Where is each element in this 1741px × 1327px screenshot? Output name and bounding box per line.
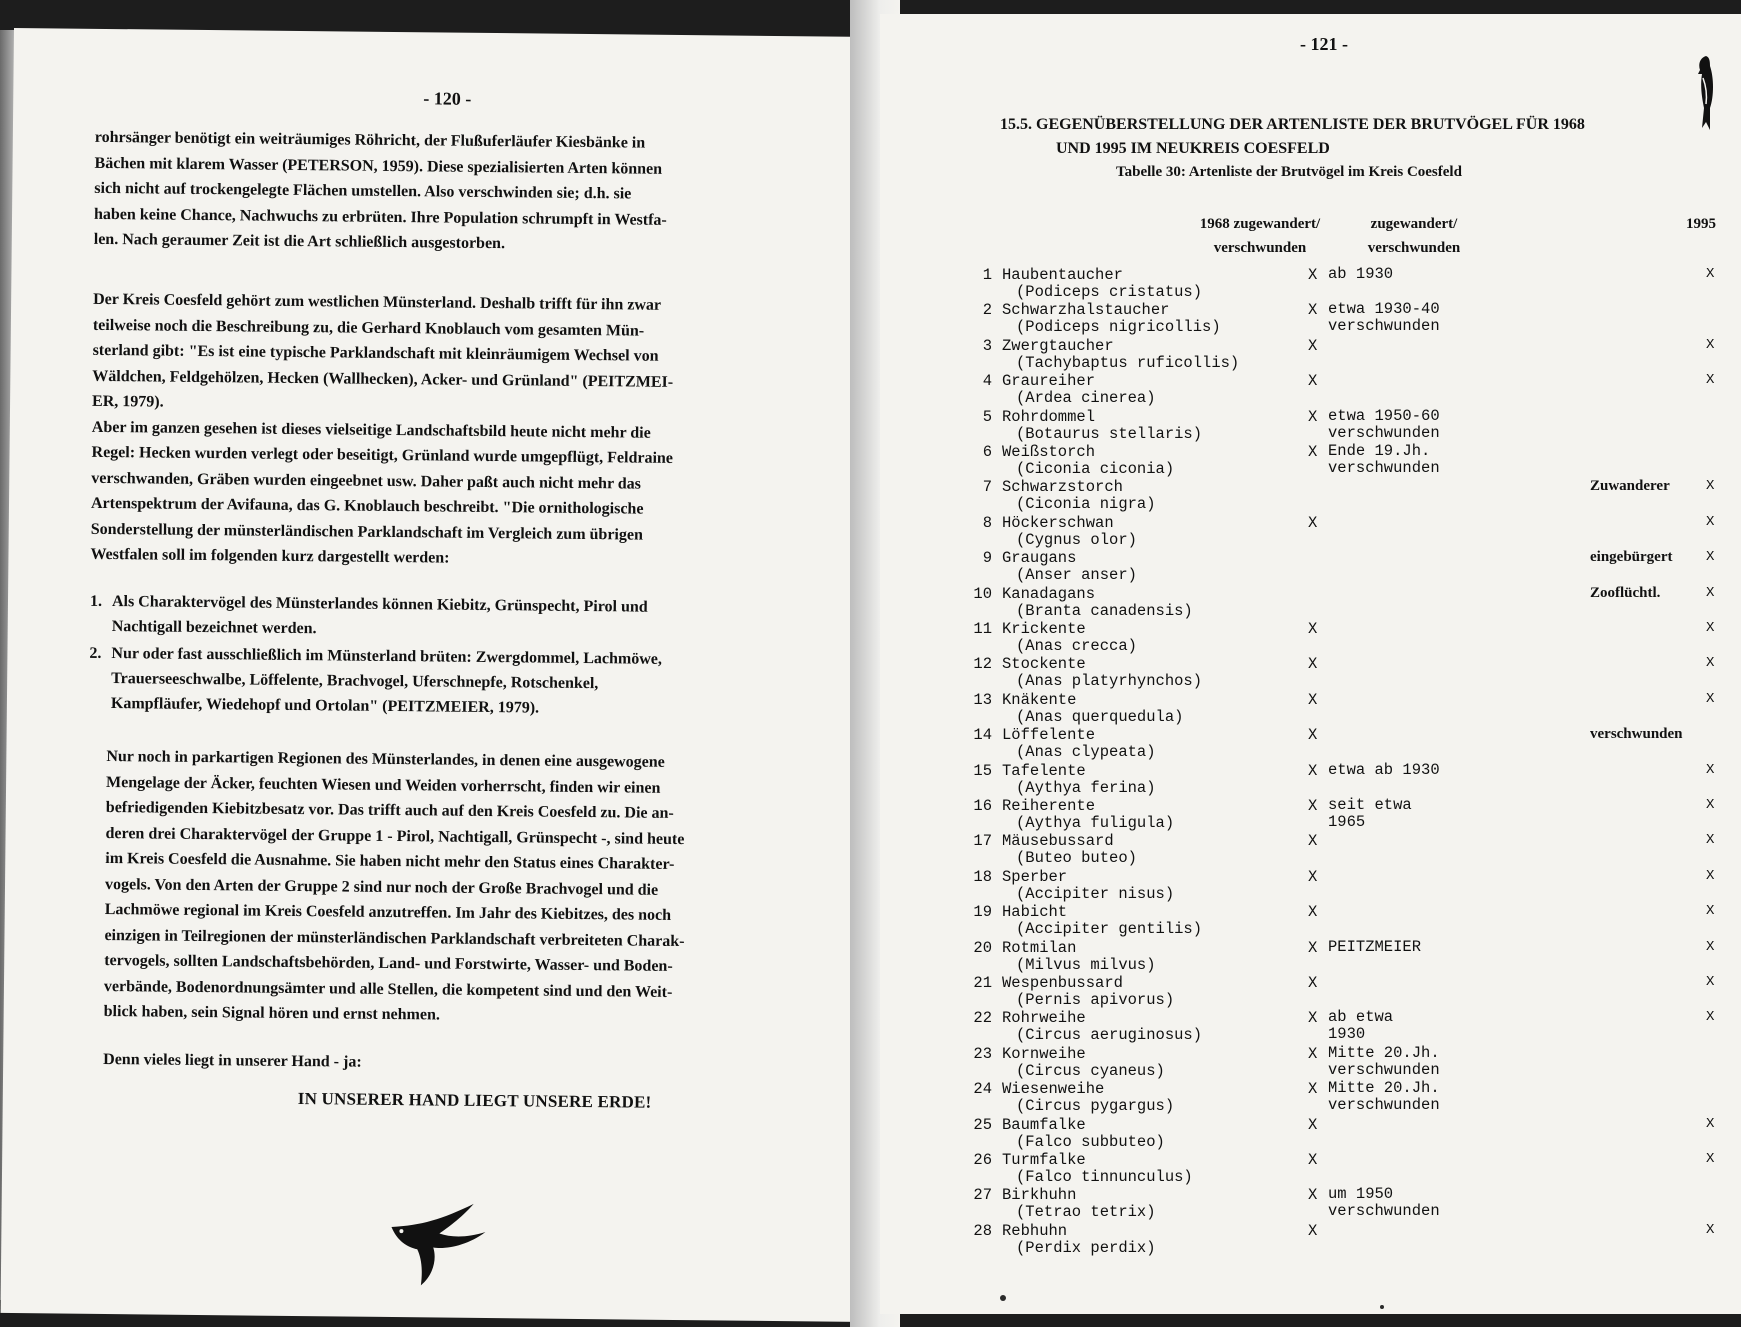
note-1968: etwa ab 1930 <box>1328 760 1440 779</box>
row-number: 19 <box>973 903 992 922</box>
species-name: Sperber <box>1002 867 1068 886</box>
latin-name: (Cygnus olor) <box>1016 530 1137 549</box>
note-1968: Mitte 20.Jh. verschwunden <box>1328 1079 1440 1115</box>
latin-name: (Podiceps cristatus) <box>1016 283 1203 301</box>
text-line: befriedigenden Kiebitzbesatz vor. Das trifft auch auf den Kreis Coesfeld zu. Die an- <box>105 799 674 822</box>
mark-1968: X <box>1308 1044 1318 1063</box>
section-heading-line2: UND 1995 IM NEUKREIS COESFELD <box>1056 140 1330 157</box>
table-row <box>880 726 1741 761</box>
row-number: 28 <box>973 1221 992 1240</box>
row-number: 1 <box>982 266 992 284</box>
latin-name: (Podiceps nigricollis) <box>1016 318 1221 337</box>
mark-1995: X <box>1706 690 1715 707</box>
paragraph-2 <box>90 287 765 575</box>
text-line: Nachtigall bezeichnet werden. <box>111 618 317 638</box>
species-name: Mäusebussard <box>1002 832 1114 851</box>
row-number: 26 <box>973 1151 992 1169</box>
mark-1995: X <box>1706 336 1715 353</box>
species-name: Haubentaucher <box>1002 266 1123 284</box>
column-header-zugewandert <box>1354 212 1474 260</box>
row-number: 23 <box>973 1044 992 1063</box>
row-number: 27 <box>973 1186 992 1205</box>
species-name: Baumfalke <box>1002 1115 1086 1134</box>
mark-1995: X <box>1706 1009 1715 1026</box>
text-line: Kampfläufer, Wiedehopf und Ortolan" (PEITZMEIER, 1979). <box>110 695 540 717</box>
note-zugewandert: verschwunden <box>1590 726 1683 743</box>
closing-line: Denn vieles liegt in unserer Hand - ja: <box>103 1050 362 1071</box>
row-number: 17 <box>973 832 992 851</box>
table-row <box>880 832 1741 867</box>
mark-1968: X <box>1308 974 1318 992</box>
row-number: 20 <box>973 938 992 957</box>
mark-1968: X <box>1308 832 1318 851</box>
table-row <box>880 1009 1741 1044</box>
table-row <box>880 337 1741 372</box>
latin-name: (Buteo buteo) <box>1016 849 1137 868</box>
note-1968: Mitte 20.Jh. verschwunden <box>1328 1043 1440 1079</box>
latin-name: (Tetrao tetrix) <box>1016 1203 1156 1222</box>
table-row <box>880 1116 1741 1151</box>
table-row <box>880 868 1741 903</box>
note-zugewandert: Zooflüchtl. <box>1590 584 1661 601</box>
species-name: Rohrweihe <box>1002 1009 1086 1028</box>
note-1968: PEITZMEIER <box>1328 937 1422 956</box>
row-number: 14 <box>973 726 992 745</box>
latin-name: (Anas clypeata) <box>1016 743 1156 762</box>
table-row <box>880 797 1741 832</box>
species-name: Birkhuhn <box>1002 1186 1077 1205</box>
latin-name: (Pernis apivorus) <box>1016 991 1175 1009</box>
text-line: Nur oder fast ausschließlich im Münsterland brüten: Zwergdommel, Lachmöwe, <box>111 645 663 668</box>
species-name: Rotmilan <box>1002 938 1077 957</box>
text-line: sich nicht auf trockengelegte Flächen umstellen. Also verschwinden sie; d.h. sie <box>94 179 632 203</box>
page-number: - 120 - <box>423 88 472 109</box>
note-zugewandert: Zuwanderer <box>1590 478 1670 495</box>
mark-1995: X <box>1706 655 1715 672</box>
table-row <box>880 762 1741 797</box>
text-line: vogels. Von den Arten der Gruppe 2 sind nur noch der Große Brachvogel und die <box>104 875 659 899</box>
text-line: Mengelage der Äcker, feuchten Wiesen und Weiden vorherrscht, finden wir einen <box>106 773 661 797</box>
latin-name: (Perdix perdix) <box>1016 1238 1156 1257</box>
mark-1995: X <box>1706 938 1715 955</box>
row-number: 8 <box>982 513 992 532</box>
table-caption: Tabelle 30: Artenliste der Brutvögel im Kreis Coesfeld <box>1116 164 1462 180</box>
latin-name: (Aythya ferina) <box>1016 778 1156 797</box>
text-line: Lachmöwe regional im Kreis Coesfeld anzutreffen. Im Jahr des Kiebitzes, des noch <box>104 900 672 924</box>
note-1968: Ende 19.Jh. verschwunden <box>1328 442 1440 477</box>
row-number: 12 <box>973 655 992 674</box>
latin-name: (Ciconia nigra) <box>1016 495 1156 514</box>
species-name: Stockente <box>1002 655 1086 674</box>
list-number: 2. <box>89 644 102 662</box>
mark-1995: X <box>1706 372 1715 389</box>
mark-1968: X <box>1308 301 1318 320</box>
row-number: 10 <box>973 584 992 603</box>
column-header-1968 <box>1180 212 1340 260</box>
table-row <box>880 620 1741 655</box>
note-1968: etwa 1930-40 verschwunden <box>1328 300 1440 336</box>
table-row <box>880 549 1741 584</box>
latin-name: (Tachybaptus ruficollis) <box>1016 353 1240 372</box>
row-number: 9 <box>982 549 992 568</box>
table-row <box>880 1186 1741 1221</box>
mark-1995: X <box>1706 478 1715 495</box>
table-row <box>880 1222 1741 1257</box>
species-name: Rohrdommel <box>1002 407 1096 426</box>
mark-1995: X <box>1706 1221 1715 1238</box>
mark-1995: X <box>1706 1115 1715 1132</box>
species-name: Rebhuhn <box>1002 1221 1068 1240</box>
table-row <box>880 514 1741 549</box>
text-line: im Kreis Coesfeld die Ausnahme. Sie haben nicht mehr den Status eines Charakter- <box>105 850 675 873</box>
table-row <box>880 974 1741 1009</box>
dust-speck <box>1380 1305 1384 1309</box>
mark-1995: X <box>1706 266 1715 282</box>
text-line: Westfalen soll im folgenden kurz dargestellt werden: <box>90 545 450 567</box>
table-row <box>880 372 1741 407</box>
row-number: 25 <box>973 1115 992 1134</box>
table-row <box>880 408 1741 443</box>
latin-name: (Branta canadensis) <box>1016 601 1193 620</box>
mark-1995: X <box>1706 903 1715 920</box>
text-line: rohrsänger benötigt ein weiträumiges Röhricht, der Flußuferläufer Kiesbänke in <box>94 128 646 152</box>
mark-1968: X <box>1308 690 1318 709</box>
row-number: 3 <box>982 336 992 355</box>
species-name: Knäkente <box>1002 690 1077 709</box>
mark-1968: X <box>1308 761 1318 780</box>
species-name: Weißstorch <box>1002 443 1096 461</box>
note-1968: etwa 1950-60 verschwunden <box>1328 406 1440 442</box>
latin-name: (Ardea cinerea) <box>1016 389 1156 408</box>
latin-name: (Anas querquedula) <box>1016 707 1184 726</box>
text-line: einzigen in Teilregionen der münsterländischen Parklandschaft verbreiteten Charak- <box>104 926 685 950</box>
mark-1995: X <box>1706 1151 1715 1167</box>
row-number: 18 <box>973 867 992 886</box>
text-line: haben keine Chance, Nachwuchs zu erbrüten. Ihre Population schrumpft in Westfa- <box>93 205 667 229</box>
left-page <box>1 28 892 1322</box>
list-item <box>89 641 762 723</box>
row-number: 2 <box>982 301 992 320</box>
numbered-list <box>89 589 762 725</box>
text-line: Trauerseeschwalbe, Löffelente, Brachvogel, Uferschnepfe, Rotschenkel, <box>111 670 599 693</box>
latin-name: (Accipiter gentilis) <box>1016 920 1203 939</box>
text-line: sterland gibt: "Es ist eine typische Parklandschaft mit kleinräumigem Wechsel von <box>92 341 659 365</box>
dust-speck <box>1000 1295 1006 1301</box>
table-row <box>880 585 1741 620</box>
species-name: Schwarzhalstaucher <box>1002 301 1170 320</box>
species-name: Habicht <box>1002 903 1068 922</box>
mark-1968: X <box>1308 726 1318 745</box>
text-line: blick haben, sein Signal hören und ernst nehmen. <box>103 1002 441 1024</box>
mark-1995: X <box>1706 584 1715 601</box>
list-number: 1. <box>89 592 103 610</box>
text-line: Artenspektrum der Avifauna, das G. Knoblauch beschreibt. "Die ornithologische <box>90 494 644 518</box>
species-name: Wespenbussard <box>1002 974 1123 992</box>
table-row <box>880 443 1741 478</box>
mark-1968: X <box>1308 266 1318 284</box>
latin-name: (Falco tinnunculus) <box>1016 1168 1193 1186</box>
species-name: Schwarzstorch <box>1002 478 1123 497</box>
paragraph-1 <box>94 125 767 260</box>
mark-1968: X <box>1308 443 1318 461</box>
table-row <box>880 266 1741 301</box>
mark-1995: X <box>1706 832 1715 849</box>
latin-name: (Circus pygargus) <box>1016 1097 1175 1116</box>
paragraph-3 <box>104 744 779 1032</box>
text-line: len. Nach geraumer Zeit ist die Art schließlich ausgestorben. <box>93 230 506 253</box>
text-line: verschwanden, Gräben wurden eingeebnet usw. Daher paßt auch nicht mehr das <box>91 469 642 493</box>
note-1968: seit etwa 1965 <box>1328 796 1412 831</box>
row-number: 13 <box>973 690 992 709</box>
species-name: Wiesenweihe <box>1002 1080 1105 1099</box>
page-number: - 121 - <box>1300 34 1348 54</box>
mark-1995: X <box>1706 549 1715 566</box>
species-name: Graureiher <box>1002 372 1096 391</box>
mark-1968: X <box>1308 797 1318 815</box>
table-row <box>880 1080 1741 1115</box>
text-line: Nur noch in parkartigen Regionen des Münsterlandes, in denen eine ausgewogene <box>106 748 665 771</box>
text-line: Aber im ganzen gesehen ist dieses vielseitige Landschaftsbild heute nicht mehr die <box>91 418 651 442</box>
table-row <box>880 301 1741 336</box>
column-header-text: zugewandert/ <box>1370 216 1458 232</box>
note-zugewandert: eingebürgert <box>1590 549 1673 566</box>
row-number: 22 <box>973 1009 992 1028</box>
note-1968: ab etwa 1930 <box>1328 1008 1394 1044</box>
table-row <box>880 1151 1741 1186</box>
column-header-subtext: verschwunden <box>1367 240 1461 256</box>
species-name: Reiherente <box>1002 797 1096 815</box>
text-line: verbände, Bodenordnungsämter und alle Stellen, die kompetent sind und den Weit- <box>103 977 673 1001</box>
latin-name: (Falco subbuteo) <box>1016 1132 1165 1151</box>
text-line: teilweise noch die Beschreibung zu, die Gerhard Knoblauch vom gesamten Mün- <box>92 316 645 340</box>
mark-1968: X <box>1308 513 1318 532</box>
latin-name: (Ciconia ciconia) <box>1016 460 1175 478</box>
mark-1995: X <box>1706 867 1715 884</box>
column-header-subtext: verschwunden <box>1213 240 1307 256</box>
latin-name: (Botaurus stellaris) <box>1016 424 1203 443</box>
mark-1968: X <box>1308 1009 1318 1028</box>
text-line: deren drei Charaktervögel der Gruppe 1 - Pirol, Nachtigall, Grünspecht -, sind heute <box>105 824 685 848</box>
mark-1968: X <box>1308 407 1318 426</box>
column-header-1995: 1995 <box>1686 216 1716 232</box>
mark-1968: X <box>1308 620 1318 638</box>
column-header-text: 1968 zugewandert/ <box>1199 216 1321 232</box>
species-name: Löffelente <box>1002 726 1096 745</box>
species-name: Kornweihe <box>1002 1044 1086 1063</box>
row-number: 16 <box>973 797 992 815</box>
species-name: Graugans <box>1002 549 1077 568</box>
table-row <box>880 1045 1741 1080</box>
mark-1995: X <box>1706 620 1715 636</box>
swallow-icon <box>381 1197 502 1293</box>
text-line: Sonderstellung der münsterländischen Parklandschaft im Vergleich zum übrigen <box>90 520 644 544</box>
row-number: 4 <box>982 372 992 391</box>
bird-logo-icon <box>1692 52 1722 137</box>
mark-1968: X <box>1308 1221 1318 1240</box>
latin-name: (Accipiter nisus) <box>1016 884 1175 903</box>
species-name: Krickente <box>1002 620 1086 638</box>
mark-1968: X <box>1308 1186 1318 1205</box>
mark-1995: X <box>1706 761 1715 778</box>
text-line: Der Kreis Coesfeld gehört zum westlichen Münsterland. Deshalb trifft für ihn zwar <box>93 290 662 314</box>
mark-1968: X <box>1308 1151 1318 1169</box>
mark-1968: X <box>1308 1115 1318 1134</box>
mark-1968: X <box>1308 336 1318 355</box>
species-name: Zwergtaucher <box>1002 336 1114 355</box>
note-1968: um 1950 verschwunden <box>1328 1185 1440 1221</box>
text-line: Regel: Hecken wurden verlegt oder beseitigt, Grünland wurde umgepflügt, Feldraine <box>91 443 674 467</box>
species-name: Tafelente <box>1002 761 1086 780</box>
latin-name: (Circus aeruginosus) <box>1016 1026 1203 1045</box>
row-number: 7 <box>982 478 992 497</box>
text-line: Bächen mit klarem Wasser (PETERSON, 1959). Diese spezialisierten Arten können <box>94 154 663 178</box>
mark-1968: X <box>1308 655 1318 674</box>
species-name: Turmfalke <box>1002 1151 1086 1169</box>
row-number: 24 <box>973 1080 992 1099</box>
text-line: Wäldchen, Feldgehölzen, Hecken (Wallhecken), Acker- und Grünland" (PEITZMEI- <box>92 367 674 391</box>
table-row <box>880 939 1741 974</box>
table-row <box>880 691 1741 726</box>
text-line: Als Charaktervögel des Münsterlandes können Kiebitz, Grünspecht, Pirol und <box>111 593 648 616</box>
mark-1995: X <box>1706 513 1715 530</box>
mark-1968: X <box>1308 867 1318 886</box>
row-number: 6 <box>982 443 992 461</box>
row-number: 21 <box>973 974 992 992</box>
latin-name: (Anas crecca) <box>1016 637 1137 655</box>
species-name: Kanadagans <box>1002 584 1096 603</box>
right-page <box>880 14 1741 1314</box>
mark-1995: X <box>1706 797 1715 813</box>
latin-name: (Circus cyaneus) <box>1016 1061 1165 1080</box>
mark-1968: X <box>1308 903 1318 922</box>
list-item <box>90 589 762 646</box>
table-row <box>880 903 1741 938</box>
latin-name: (Anas platyrhynchos) <box>1016 672 1203 691</box>
latin-name: (Aythya fuligula) <box>1016 814 1175 832</box>
latin-name: (Milvus milvus) <box>1016 955 1156 974</box>
row-number: 11 <box>973 620 992 638</box>
row-number: 5 <box>982 407 992 426</box>
note-1968: ab 1930 <box>1328 265 1394 283</box>
closing-motto: IN UNSERER HAND LIEGT UNSERE ERDE! <box>297 1089 652 1112</box>
text-line: ER, 1979). <box>92 392 164 411</box>
mark-1968: X <box>1308 938 1318 957</box>
table-row <box>880 655 1741 690</box>
row-number: 15 <box>973 761 992 780</box>
mark-1968: X <box>1308 1080 1318 1099</box>
table-row <box>880 478 1741 513</box>
section-heading: 15.5. GEGENÜBERSTELLUNG DER ARTENLISTE DER BRUTVÖGEL FÜR 1968 <box>1000 116 1585 133</box>
text-line: tervogels, sollten Landschaftsbehörden, Land- und Forstwirte, Wasser- und Boden- <box>104 951 673 975</box>
species-name: Höckerschwan <box>1002 513 1114 532</box>
mark-1968: X <box>1308 372 1318 391</box>
latin-name: (Anser anser) <box>1016 566 1137 585</box>
mark-1995: X <box>1706 974 1715 990</box>
